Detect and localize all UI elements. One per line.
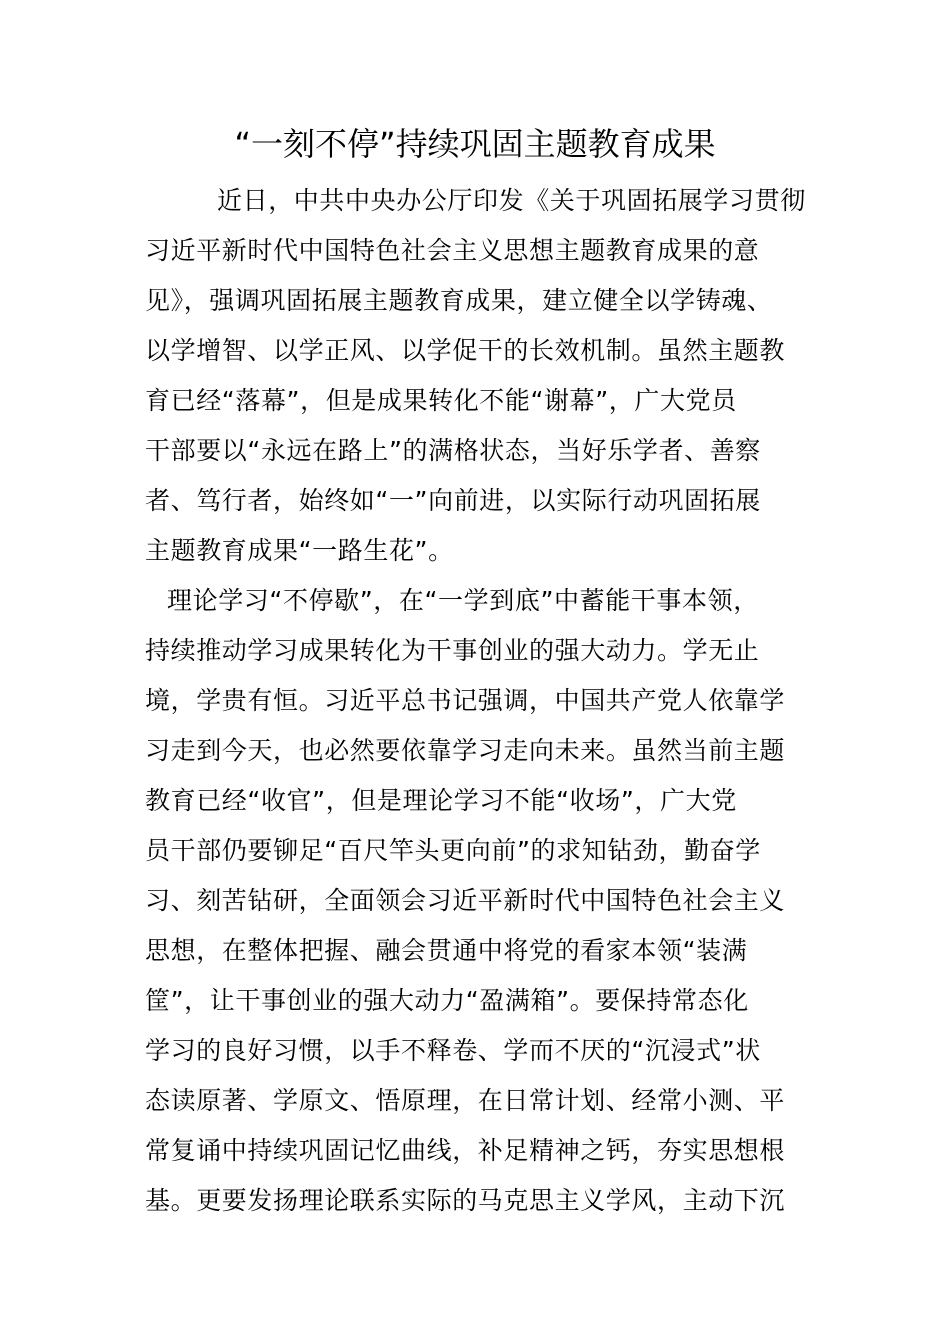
paragraph-2-line-8: 思想，在整体把握、融会贯通中将党的看家本领“装满: [145, 936, 748, 965]
paragraph-2-line-3: 境，学贵有恒。习近平总书记强调，中国共产党人依靠学: [145, 686, 786, 715]
document-body: [145, 176, 809, 1226]
paragraph-1-line-6: 干部要以“永远在路上”的满格状态，当好乐学者、善察: [145, 436, 761, 465]
paragraph-2-line-5: 教育已经“收官”，但是理论学习不能“收场”，广大党: [145, 786, 737, 815]
paragraph-2-line-11: 态读原著、学原文、悟原理，在日常计划、经常小测、平: [145, 1086, 786, 1115]
paragraph-2-line-13: 基。更要发扬理论联系实际的马克思主义学风，主动下沉: [145, 1186, 786, 1215]
paragraph-2-line-6: 员干部仍要铆足“百尺竿头更向前”的求知钻劲，勤奋学: [145, 836, 761, 865]
paragraph-2-line-4: 习走到今天，也必然要依靠学习走向未来。虽然当前主题: [145, 736, 786, 765]
paragraph-1-line-3: 见》，强调巩固拓展主题教育成果，建立健全以学铸魂、: [145, 286, 773, 315]
paragraph-2-line-7: 习、刻苦钻研，全面领会习近平新时代中国特色社会主义: [145, 886, 786, 915]
paragraph-2-line-10: 学习的良好习惯，以手不释卷、学而不厌的“沉浸式”状: [145, 1036, 761, 1065]
paragraph-1-line-1: 近日，中共中央办公厅印发《关于巩固拓展学习贯彻: [217, 186, 806, 215]
paragraph-2-line-9: 筐”，让干事创业的强大动力“盈满箱”。要保持常态化: [145, 986, 749, 1015]
paragraph-1-line-4: 以学增智、以学正风、以学促干的长效机制。虽然主题教: [145, 336, 786, 365]
paragraph-1-line-8: 主题教育成果“一路生花”。: [145, 536, 454, 565]
paragraph-2-line-12: 常复诵中持续巩固记忆曲线，补足精神之钙，夯实思想根: [145, 1136, 786, 1165]
paragraph-1-line-5: 育已经“落幕”，但是成果转化不能“谢幕”，广大党员: [145, 386, 737, 415]
paragraph-2-line-2: 持续推动学习成果转化为干事创业的强大动力。学无止: [145, 636, 760, 665]
paragraph-1-line-2: 习近平新时代中国特色社会主义思想主题教育成果的意: [145, 236, 760, 265]
document-title: “一刻不停”持续巩固主题教育成果: [234, 125, 716, 163]
paragraph-2-line-1: 理论学习“不停歇”，在“一学到底”中蓄能干事本领，: [167, 586, 759, 615]
paragraph-1-line-7: 者、笃行者，始终如“一”向前进，以实际行动巩固拓展: [145, 486, 761, 515]
